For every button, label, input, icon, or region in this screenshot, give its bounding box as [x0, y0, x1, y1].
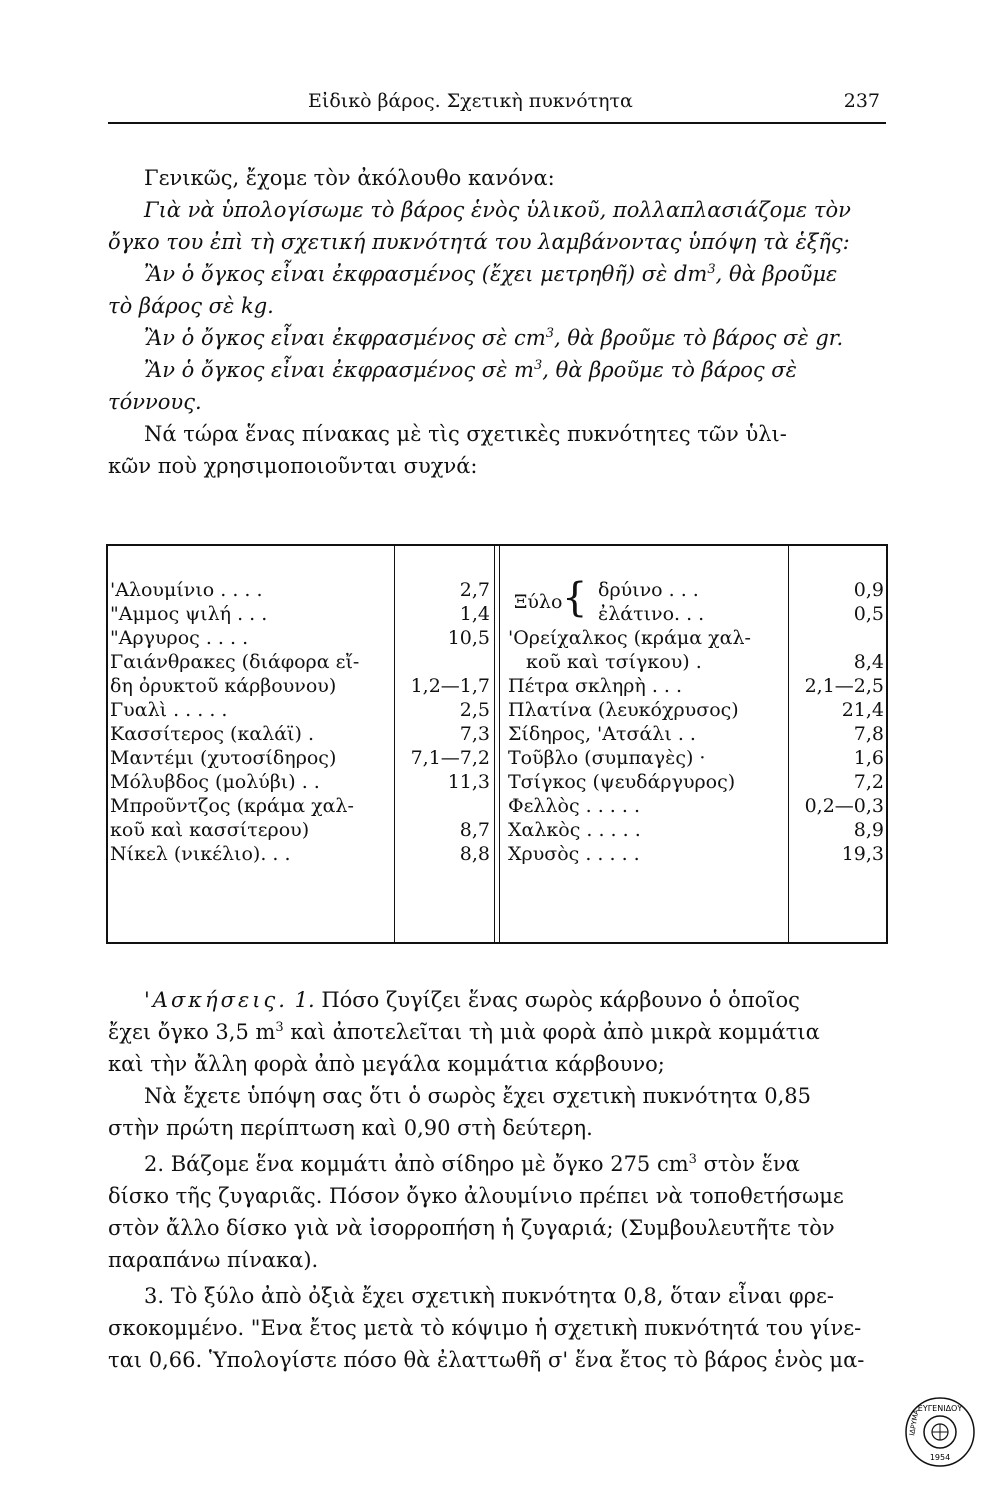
density-value: 11,3 [447, 771, 490, 793]
material-name: 'Αλουμίνιο . . . . [110, 579, 263, 601]
left-material-column [108, 578, 396, 866]
material-name: "Αμμος ψιλή . . . [110, 603, 268, 625]
rule-line-1: Γιὰ νὰ ὑπολογίσωμε τὸ βάρος ἑνὸς ὑλικοῦ, πολλαπλασιάζομε τὸν [144, 198, 851, 222]
exercise-1-line-5: στὴν πρώτη περίπτωση καὶ 0,90 στὴ δεύτερη. [108, 1116, 593, 1140]
exercises-heading: 'Ασκήσεις. [144, 988, 288, 1012]
table-intro-1: Νά τώρα ἕνας πίνακας μὲ τὶς σχετικὲς πυκνότητες τῶν ὑλι- [144, 422, 787, 446]
material-name: κοῦ καὶ κασσίτερου) [110, 819, 310, 841]
material-name: Κασσίτερος (καλάϊ) . [110, 723, 314, 745]
density-value: 1,2—1,7 [410, 675, 490, 697]
density-value: 0,5 [853, 603, 884, 625]
case-dm3-cont: τὸ βάρος σὲ kg. [108, 294, 274, 318]
exercise-1-line-1: 'Ασκήσεις. 1. Πόσο ζυγίζει ἕνας σωρὸς κάρβουνο ὁ ὁποῖος [144, 988, 800, 1012]
material-name: κοῦ καὶ τσίγκου) . [526, 651, 702, 673]
density-value: 8,8 [459, 843, 490, 865]
exercise-3-line-3: ται 0,66. Ὑπολογίστε πόσο θὰ ἐλαττωθῆ σ' ἕνα ἔτος τὸ βάρος ἑνὸς μα- [108, 1348, 865, 1372]
exercise-2-line-3: στὸν ἄλλο δίσκο γιὰ νὰ ἰσορροπήση ἡ ζυγαριά; (Συμβουλευτῆτε τὸν [108, 1216, 835, 1240]
density-value: 1,6 [853, 747, 884, 769]
material-name: Χρυσὸς . . . . . [508, 843, 640, 865]
density-value: 7,8 [853, 723, 884, 745]
density-value: 10,5 [447, 627, 490, 649]
material-name: Τσίγκος (ψευδάργυρος) [508, 771, 736, 793]
right-density-column [792, 578, 884, 866]
density-value: 8,4 [853, 651, 884, 673]
material-name: ἐλάτινο. . . [598, 603, 705, 625]
density-table [106, 544, 888, 944]
case-dm3: Ἂν ὁ ὄγκος εἶναι ἐκφρασμένος (ἔχει μετρηθῆ) σὲ $dm^3$, θὰ βροῦμε [144, 262, 838, 286]
material-name: 'Ορείχαλκος (κράμα χαλ- [508, 627, 751, 649]
density-value: 7,1—7,2 [410, 747, 490, 769]
right-material-column [504, 575, 790, 866]
density-value: 0,2—0,3 [804, 795, 884, 817]
density-value: 21,4 [841, 699, 884, 721]
table-intro-2: κῶν ποὺ χρησιμοποιοῦνται συχνά: [108, 454, 478, 478]
material-name: δη ὀρυκτοῦ κάρβουνου) [110, 675, 337, 697]
density-value [396, 794, 490, 818]
exercise-3 [108, 1280, 892, 1376]
density-value: 2,1—2,5 [804, 675, 884, 697]
density-value [792, 626, 884, 650]
material-name: Γυαλὶ . . . . . [110, 699, 228, 721]
material-name: Μόλυβδος (μολύβι) . . [110, 771, 320, 793]
material-name: Τοῦβλο (συμπαγὲς) · [508, 747, 706, 769]
exercise-1-line-2: ἔχει ὄγκο 3,5 $m^3$ καὶ ἀποτελεῖται τὴ μιὰ φορὰ ἀπὸ μικρὰ κομμάτια [108, 1020, 820, 1044]
density-value: 19,3 [841, 843, 884, 865]
intro-lead: Γενικῶς, ἔχομε τὸν ἀκόλουθο κανόνα: [144, 166, 555, 190]
case-cm3: Ἂν ὁ ὄγκος εἶναι ἐκφρασμένος σὲ $cm^3$, θὰ βροῦμε τὸ βάρος σὲ gr. [144, 326, 844, 350]
exercise-2 [108, 1148, 892, 1276]
material-name: Μπροῦντζος (κράμα χαλ- [110, 795, 354, 817]
exercise-3-line-1: 3. Τὸ ξύλο ἀπὸ ὀξιὰ ἔχει σχετικὴ πυκνότητα 0,8, ὅταν εἶναι φρε- [144, 1284, 834, 1308]
material-name: Πλατίνα (λευκόχρυσος) [508, 699, 739, 721]
exercise-2-line-2: δίσκο τῆς ζυγαριᾶς. Πόσον ὄγκο ἀλουμίνιο πρέπει νὰ τοποθετήσωμε [108, 1184, 844, 1208]
intro-section [108, 162, 892, 482]
exercise-3-line-2: σκοκομμένο. "Ενα ἔτος μετὰ τὸ κόψιμο ἡ σχετικὴ πυκνότητά του γίνε- [108, 1316, 862, 1340]
stamp-year: 1954 [929, 1453, 951, 1462]
exercise-2-line-1: 2. Βάζομε ἕνα κομμάτι ἀπὸ σίδηρο μὲ ὄγκο 275 $cm^3$ στὸν ἕνα [144, 1152, 800, 1176]
running-header [108, 86, 886, 124]
density-value: 2,5 [459, 699, 490, 721]
material-name: Χαλκὸς . . . . . [508, 819, 641, 841]
exercise-1-line-4: Νὰ ἔχετε ὑπόψη σας ὅτι ὁ σωρὸς ἔχει σχετικὴ πυκνότητα 0,85 [144, 1084, 812, 1108]
library-stamp-icon [904, 1396, 976, 1468]
xylo-group [508, 575, 790, 626]
table-double-divider [494, 546, 500, 942]
material-name: Μαντέμι (χυτοσίδηρος) [110, 747, 337, 769]
case-m3: Ἂν ὁ ὄγκος εἶναι ἐκφρασμένος σὲ $m^3$, θὰ βροῦμε τὸ βάρος σὲ [144, 358, 797, 382]
left-density-column [396, 578, 490, 866]
rule-line-2: ὄγκο του ἐπὶ τὴ σχετική πυκνότητά του λαμβάνοντας ὑπόψη τὰ ἑξῆς: [108, 230, 850, 254]
density-value: 8,7 [459, 819, 490, 841]
page-number: 237 [843, 90, 880, 112]
material-name: "Αργυρος . . . . [110, 627, 249, 649]
material-name: Σίδηρος, 'Ατσάλι . . [508, 723, 696, 745]
material-name: δρύινο . . . [598, 579, 699, 601]
density-value: 1,4 [459, 603, 490, 625]
density-value: 0,9 [853, 579, 884, 601]
density-value: 7,2 [853, 771, 884, 793]
material-name: Φελλὸς . . . . . [508, 795, 640, 817]
density-value: 2,7 [459, 579, 490, 601]
density-value: 8,9 [853, 819, 884, 841]
exercises-section [108, 984, 892, 1144]
exercise-2-line-4: παραπάνω πίνακα). [108, 1248, 319, 1272]
exercise-1-line-3: καὶ τὴν ἄλλη φορὰ ἀπὸ μεγάλα κομμάτια κάρβουνο; [108, 1052, 665, 1076]
material-name: Γαιάνθρακες (διάφορα εἴ- [110, 651, 360, 673]
header-title: Εἰδικὸ βάρος. Σχετικὴ πυκνότητα [308, 90, 633, 112]
case-m3-cont: τόννους. [108, 390, 202, 414]
stamp-left-text: ΙΔΡΥΜΑ [908, 1409, 921, 1437]
material-name: Πέτρα σκληρὴ . . . [508, 675, 683, 697]
stamp-top-text: ΕΥΓΕΝΙΔΟΥ [917, 1404, 963, 1413]
density-value [396, 650, 490, 674]
xylo-label: Ξύλο [514, 591, 563, 613]
material-name: Νίκελ (νικέλιο). . . [110, 843, 291, 865]
brace-symbol: { [562, 575, 588, 621]
density-value: 7,3 [459, 723, 490, 745]
